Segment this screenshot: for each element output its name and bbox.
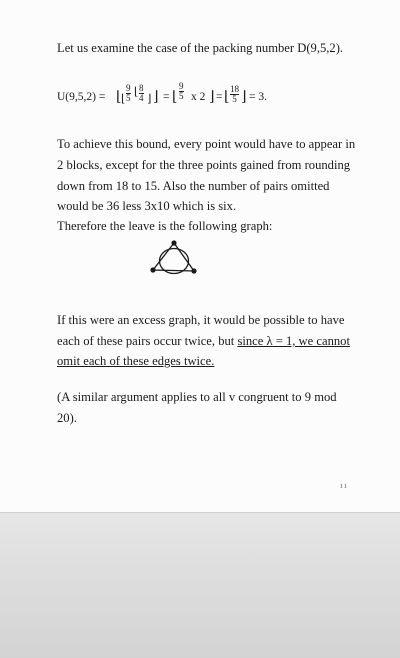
inscribed-circle [160,249,189,274]
fraction-9-5-second [179,82,184,101]
paragraph-2-line-2 [57,334,350,349]
paragraph-1-line-3: down from 18 to 15. Also the number of pairs omitted [57,179,330,193]
fraction-18-5 [230,85,239,104]
formula-times-two: x 2 [191,91,206,103]
floor-right-outer: ⌋ [153,90,159,105]
fraction-denominator: 4 [139,93,144,103]
floor-left-inner-2: ⌊ [134,86,139,98]
paragraph-3-line-1: (A similar argument applies to all v congruent to 9 mod [57,390,337,404]
floor-left-outer: ⌊ [116,90,122,105]
paragraph-1-line-1: To achieve this bound, every point would have to appear in [57,137,356,151]
floor-right-2: ⌋ [209,90,215,105]
paragraph-3-line-2: 20). [57,411,77,425]
formula-lhs: U(9,5,2) = [57,91,106,103]
fraction-denominator: 5 [179,91,184,101]
page-number: 11 [340,484,348,490]
intro-line: Let us examine the case of the packing number D(9,5,2). [57,41,344,55]
vertex-left [150,267,155,272]
fraction-9-5 [126,84,131,103]
floor-left-inner: ⌊ [121,93,126,105]
floor-right-3: ⌋ [241,90,247,105]
paragraph-2-line-3: omit each of these edges twice. [57,354,215,368]
fraction-numerator: 18 [230,84,239,94]
fraction-numerator: 8 [139,83,144,93]
fraction-numerator: 9 [179,81,184,91]
floor-left-2: ⌊ [172,90,178,105]
floor-left-3: ⌊ [224,90,230,105]
paragraph-1-line-4: would be 36 less 3x10 which is six. [57,199,237,213]
vertex-right [191,268,196,273]
fraction-8-4 [139,84,144,103]
paragraph-2-line-1: If this were an excess graph, it would be possible to have [57,313,345,327]
underlined-lambda-phrase: since λ = 1, we cannot [237,334,350,348]
floor-right-inner: ⌋ [147,93,152,105]
vertex-top [171,240,176,245]
fraction-numerator: 9 [126,83,131,93]
paragraph-1-line-5: Therefore the leave is the following graph: [57,219,273,233]
leave-graph-figure [146,238,202,280]
formula-equals: = [163,91,170,103]
formula-equals-2: = [216,91,223,103]
paragraph-1-line-2: 2 blocks, except for the three points gained from rounding [57,158,351,172]
formula-result: = 3. [249,91,267,103]
paragraph-2-line-2-text: each of these pairs occur twice, but [57,334,238,348]
fraction-denominator: 5 [126,93,131,103]
fraction-denominator: 5 [230,94,239,104]
